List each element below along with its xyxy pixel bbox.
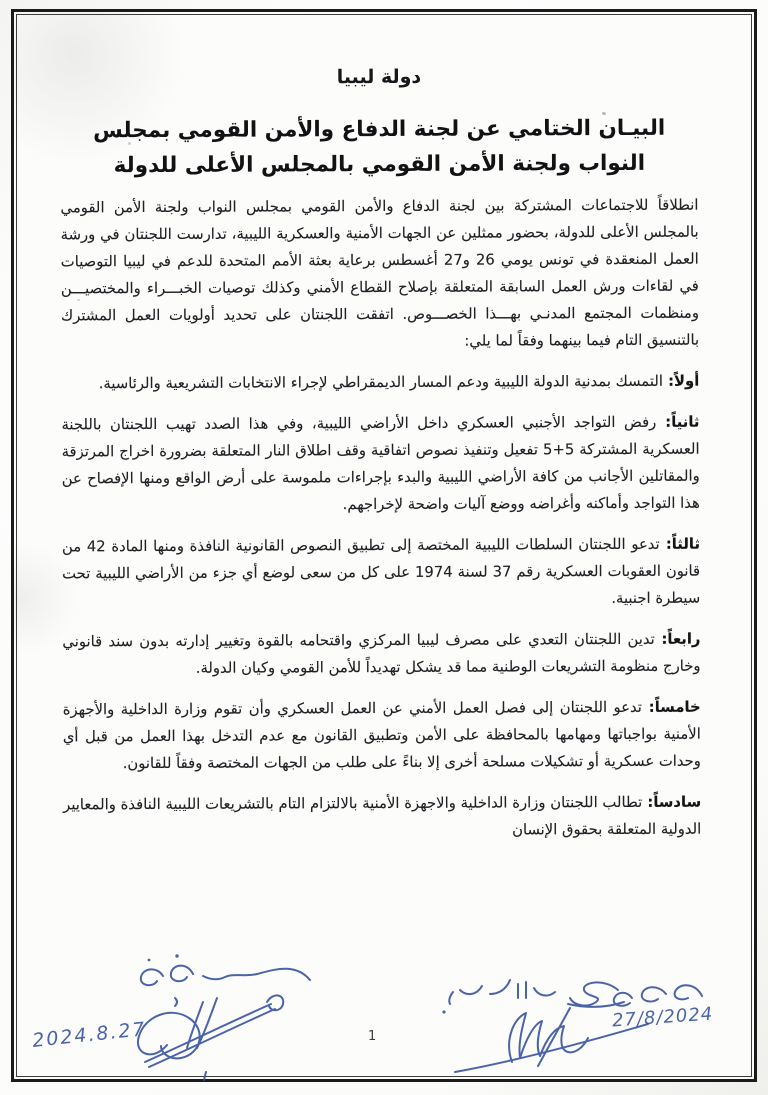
page-border-frame (11, 9, 757, 1082)
section-lead: ثالثاً: (659, 535, 701, 553)
section-lead: ثانياً: (656, 413, 700, 431)
sections-list (61, 368, 701, 846)
section-text: تدعو اللجنتان السلطات الليبية المختصة إلى تطبيق النصوص القانونية النافذة ومنها المادة 42 من قانون العقوبات العسكرية رقم 37 لسنة 1974 على كل من سعى لوضع أي جزء من الأراضي الليبية تحت سيطرة اجنبية. (61, 535, 701, 608)
section-text: تطالب اللجنتان وزارة الداخلية والاجهزة الأمنية بالالتزام التام بالتشريعات الليبية النافذة والمعايير الدولية المتعلقة بحقوق الإنسان (63, 793, 702, 839)
section-text: تدين اللجنتان التعدي على مصرف ليبيا المركزي واقتحامه بالقوة وتغيير إدارته بدون سند قانوني وخارج منظومة التشريعات الوطنية مما قد يشكل تهديداً للأمن القومي وكيان الدولة. (62, 630, 701, 677)
statement-section (61, 409, 699, 520)
section-text: تدعو اللجنتان إلى فصل العمل الأمني عن العمل العسكري وأن تقوم وزارة الداخلية والأجهزة الأمنية بواجباتها ومهامها بالمحافظة على الأمن وتطبيق القانون مع عدم التدخل بهذا العمل من قبل أي وحدات عسكرية أو تشكيلات مسلحة أخرى إلا بناءً على طلب من الجهات المختصة وفقاً للقانون. (62, 698, 701, 773)
intro-paragraph: انطلاقاً للاجتماعات المشتركة بين لجنة الدفاع والأمن القومي بمجلس النواب ولجنة الأمن القومي بالمجلس الأعلى للدولة، بحضور ممثلين عن الجهات الأمنية والعسكرية الليبية، تدارست اللجنتان في ورشة العمل المنعقدة في تونس يومي 26 و27 أغسطس برعاية بعثة الأمم المتحدة للدعم في ليبيا التوصيات في لقاءات ورش العمل السابقة المتعلقة بإصلاح القطاع الأمني وكذلك توصيات الخبـــراء والمختصيـــن ومنظمات المجتمع المدنـي بهـــذا الخصـــوص. اتفقت اللجنتان على تحديد أولويات العمل المشترك بالتنسيق التام فيما بينهما وفقاً لما يلي: (60, 196, 700, 350)
document-title (60, 111, 698, 184)
left-signature-date: 2024.8.27 (31, 1018, 148, 1052)
statement-section (63, 694, 701, 778)
statement-section (63, 789, 701, 846)
title-line-1: البيـان الختامي عن لجنة الدفاع والأمن القومي بمجلس (93, 115, 666, 144)
country-header: دولة ليبيا (336, 65, 422, 89)
section-lead: خامساً: (641, 698, 701, 716)
section-text: التمسك بمدنية الدولة الليبية ودعم المسار الديمقراطي لإجراء الانتخابات التشريعية والرئاسية. (98, 372, 663, 393)
document-content (12, 10, 757, 1080)
section-lead: سادساً: (642, 793, 702, 811)
statement-section (61, 368, 699, 398)
section-lead: رابعاً: (654, 630, 701, 648)
title-line-2: النواب ولجنة الأمن القومي بالمجلس الأعلى للدولة (113, 150, 646, 179)
page-number: 1 (368, 1029, 377, 1044)
statement-section (62, 531, 700, 615)
statement-section (62, 626, 700, 683)
section-lead: أولاً: (662, 372, 700, 390)
right-signature-date: 27/8/2024 (611, 1003, 714, 1032)
section-text: رفض التواجد الأجنبي العسكري داخل الأراضي الليبية، وفي هذا الصدد تهيب اللجنتان باللجنة العسكرية المشتركة 5+5 تفعيل وتنفيذ نصوص اتفاقية وقف اطلاق النار المتعلقة بضرورة اخراج المرتزقة والمقاتلين الأجانب من كافة الأراضي الليبية والبدء بإجراءات ملموسة على أرض الواقع ومنها الإفصاح عن هذا التواجد وأماكنه وأغراضه ووضع آليات واضحة لإخراجهم. (61, 413, 700, 514)
